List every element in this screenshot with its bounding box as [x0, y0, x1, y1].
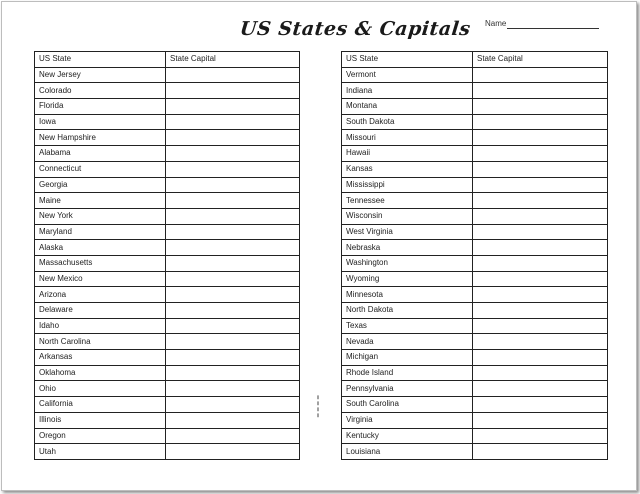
capital-answer-cell[interactable] [166, 255, 300, 271]
table-row [35, 161, 300, 177]
capital-answer-cell[interactable] [166, 271, 300, 287]
capital-column-header: State Capital [473, 52, 608, 68]
capital-answer-cell[interactable] [473, 303, 608, 319]
state-name-cell: Oklahoma [35, 365, 166, 381]
state-name-cell: Alabama [35, 146, 166, 162]
capital-answer-cell[interactable] [473, 240, 608, 256]
table-row [35, 271, 300, 287]
capital-answer-cell[interactable] [473, 428, 608, 444]
state-name-cell: Texas [342, 318, 473, 334]
state-name-cell: Maryland [35, 224, 166, 240]
capital-answer-cell[interactable] [166, 287, 300, 303]
table-row [35, 114, 300, 130]
table-row [342, 130, 608, 146]
table-row [35, 83, 300, 99]
state-name-cell: Connecticut [35, 161, 166, 177]
table-row [35, 428, 300, 444]
table-row [342, 224, 608, 240]
state-name-cell: Missouri [342, 130, 473, 146]
capital-answer-cell[interactable] [166, 224, 300, 240]
state-name-cell: West Virginia [342, 224, 473, 240]
table-row [35, 193, 300, 209]
state-name-cell: Washington [342, 255, 473, 271]
capital-column-header: State Capital [166, 52, 300, 68]
name-label: Name [485, 19, 507, 28]
state-name-cell: Arizona [35, 287, 166, 303]
capital-answer-cell[interactable] [166, 381, 300, 397]
capital-answer-cell[interactable] [473, 83, 608, 99]
capital-answer-cell[interactable] [473, 444, 608, 460]
table-row [35, 365, 300, 381]
table-row [342, 255, 608, 271]
watermark-logo: ▮▮▮▮ [315, 394, 321, 418]
table-row [35, 208, 300, 224]
table-row [35, 444, 300, 460]
capital-answer-cell[interactable] [166, 193, 300, 209]
capital-answer-cell[interactable] [473, 99, 608, 115]
state-name-cell: South Dakota [342, 114, 473, 130]
capital-answer-cell[interactable] [166, 177, 300, 193]
table-row [342, 193, 608, 209]
table-row [342, 114, 608, 130]
capital-answer-cell[interactable] [473, 224, 608, 240]
state-name-cell: Tennessee [342, 193, 473, 209]
capital-answer-cell[interactable] [166, 83, 300, 99]
state-name-cell: Illinois [35, 412, 166, 428]
table-row [342, 240, 608, 256]
table-row [342, 146, 608, 162]
table-row [342, 161, 608, 177]
capital-answer-cell[interactable] [473, 350, 608, 366]
name-line [507, 28, 599, 29]
state-name-cell: Montana [342, 99, 473, 115]
state-name-cell: Oregon [35, 428, 166, 444]
state-name-cell: Minnesota [342, 287, 473, 303]
state-name-cell: Louisiana [342, 444, 473, 460]
state-name-cell: Nevada [342, 334, 473, 350]
table-row [342, 208, 608, 224]
capital-answer-cell[interactable] [166, 114, 300, 130]
capital-answer-cell[interactable] [473, 177, 608, 193]
state-name-cell: Vermont [342, 67, 473, 83]
table-row [35, 318, 300, 334]
state-name-cell: New Mexico [35, 271, 166, 287]
capital-answer-cell[interactable] [473, 193, 608, 209]
state-name-cell: Utah [35, 444, 166, 460]
table-row [342, 99, 608, 115]
table-row [342, 444, 608, 460]
table-row [342, 67, 608, 83]
table-row [342, 412, 608, 428]
capital-answer-cell[interactable] [473, 146, 608, 162]
state-name-cell: Maine [35, 193, 166, 209]
table-row [35, 146, 300, 162]
state-name-cell: New Hampshire [35, 130, 166, 146]
capital-answer-cell[interactable] [473, 365, 608, 381]
state-name-cell: Colorado [35, 83, 166, 99]
table-row [342, 397, 608, 413]
state-name-cell: Arkansas [35, 350, 166, 366]
state-name-cell: Georgia [35, 177, 166, 193]
table-row [342, 428, 608, 444]
table-row [35, 334, 300, 350]
capital-answer-cell[interactable] [166, 350, 300, 366]
right-states-table [341, 51, 608, 460]
state-name-cell: South Carolina [342, 397, 473, 413]
table-header-row [35, 52, 300, 68]
capital-answer-cell[interactable] [166, 130, 300, 146]
state-name-cell: Massachusetts [35, 255, 166, 271]
state-name-cell: North Dakota [342, 303, 473, 319]
capital-answer-cell[interactable] [166, 161, 300, 177]
table-row [35, 130, 300, 146]
capital-answer-cell[interactable] [166, 412, 300, 428]
table-row [342, 350, 608, 366]
table-row [342, 365, 608, 381]
capital-answer-cell[interactable] [473, 412, 608, 428]
table-row [342, 177, 608, 193]
state-name-cell: Virginia [342, 412, 473, 428]
capital-answer-cell[interactable] [166, 67, 300, 83]
state-name-cell: Rhode Island [342, 365, 473, 381]
capital-answer-cell[interactable] [166, 208, 300, 224]
state-name-cell: Ohio [35, 381, 166, 397]
state-name-cell: Kentucky [342, 428, 473, 444]
capital-answer-cell[interactable] [473, 130, 608, 146]
state-name-cell: Michigan [342, 350, 473, 366]
state-name-cell: Alaska [35, 240, 166, 256]
capital-answer-cell[interactable] [473, 381, 608, 397]
capital-answer-cell[interactable] [166, 99, 300, 115]
state-name-cell: Wisconsin [342, 208, 473, 224]
capital-answer-cell[interactable] [473, 397, 608, 413]
table-row [35, 287, 300, 303]
table-row [35, 303, 300, 319]
table-row [35, 350, 300, 366]
state-name-cell: Iowa [35, 114, 166, 130]
capital-answer-cell[interactable] [473, 114, 608, 130]
table-row [342, 334, 608, 350]
capital-answer-cell[interactable] [473, 255, 608, 271]
table-row [35, 224, 300, 240]
table-row [342, 318, 608, 334]
state-name-cell: California [35, 397, 166, 413]
state-name-cell: Mississippi [342, 177, 473, 193]
state-name-cell: North Carolina [35, 334, 166, 350]
capital-answer-cell[interactable] [166, 240, 300, 256]
table-row [35, 412, 300, 428]
state-column-header: US State [35, 52, 166, 68]
capital-answer-cell[interactable] [473, 271, 608, 287]
left-states-table [34, 51, 300, 460]
state-name-cell: Delaware [35, 303, 166, 319]
worksheet-title: US States & Capitals [238, 18, 472, 40]
capital-answer-cell[interactable] [473, 161, 608, 177]
state-name-cell: Pennsylvania [342, 381, 473, 397]
table-row [35, 177, 300, 193]
capital-answer-cell[interactable] [166, 365, 300, 381]
capital-answer-cell[interactable] [473, 318, 608, 334]
table-row [342, 83, 608, 99]
state-name-cell: Wyoming [342, 271, 473, 287]
state-name-cell: New Jersey [35, 67, 166, 83]
state-name-cell: Kansas [342, 161, 473, 177]
capital-answer-cell[interactable] [166, 334, 300, 350]
table-header-row [342, 52, 608, 68]
table-row [342, 287, 608, 303]
capital-answer-cell[interactable] [473, 67, 608, 83]
table-row [35, 255, 300, 271]
capital-answer-cell[interactable] [166, 318, 300, 334]
table-row [342, 303, 608, 319]
table-row [35, 381, 300, 397]
worksheet-page [1, 1, 637, 491]
capital-answer-cell[interactable] [473, 287, 608, 303]
state-name-cell: Nebraska [342, 240, 473, 256]
capital-answer-cell[interactable] [166, 146, 300, 162]
state-column-header: US State [342, 52, 473, 68]
capital-answer-cell[interactable] [473, 208, 608, 224]
capital-answer-cell[interactable] [166, 397, 300, 413]
state-name-cell: Hawaii [342, 146, 473, 162]
table-row [35, 397, 300, 413]
state-name-cell: Indiana [342, 83, 473, 99]
state-name-cell: New York [35, 208, 166, 224]
capital-answer-cell[interactable] [473, 334, 608, 350]
capital-answer-cell[interactable] [166, 303, 300, 319]
state-name-cell: Florida [35, 99, 166, 115]
table-row [35, 240, 300, 256]
table-row [35, 99, 300, 115]
state-name-cell: Idaho [35, 318, 166, 334]
capital-answer-cell[interactable] [166, 428, 300, 444]
table-row [342, 271, 608, 287]
table-row [35, 67, 300, 83]
capital-answer-cell[interactable] [166, 444, 300, 460]
table-row [342, 381, 608, 397]
